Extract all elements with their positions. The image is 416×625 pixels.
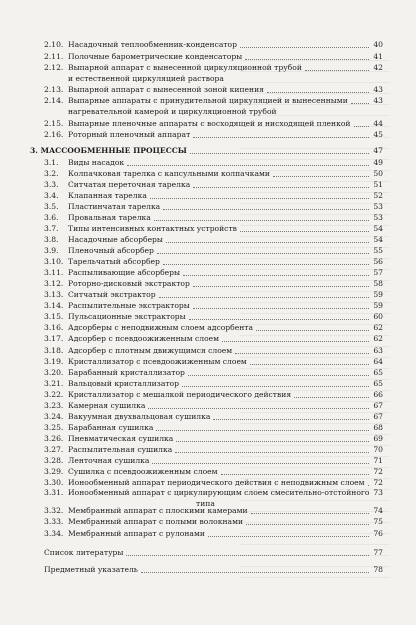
toc-entry-number: 3.34. — [44, 529, 64, 538]
leader-dots — [256, 330, 369, 331]
leader-dots — [156, 430, 369, 431]
toc-entry-page: 57 — [373, 268, 383, 277]
toc-entry-page: 73 — [373, 488, 383, 497]
toc-entry — [0, 323, 416, 333]
toc-entry-number: 3.32. — [44, 506, 64, 515]
toc-entry-page: 53 — [373, 213, 383, 222]
leader-dots — [235, 353, 369, 354]
toc-entry-title: Провальная тарелка — [68, 213, 151, 222]
toc-entry — [0, 379, 416, 389]
toc-entry-title: Насадочный теплообменник-конденсатор — [68, 40, 237, 49]
toc-entry-title: Адсорберы с неподвижным слоем адсорбента — [68, 323, 253, 332]
leader-dots — [183, 275, 369, 276]
toc-entry — [0, 146, 416, 156]
toc-entry-number: 3.5. — [44, 202, 59, 211]
toc-entry-number: 3.31. — [44, 488, 64, 497]
toc-entry-number: 3.14. — [44, 301, 64, 310]
toc-entry-title: типа — [196, 499, 215, 508]
toc-entry-number: 3.28. — [44, 456, 64, 465]
toc-entry-number: 3.20. — [44, 368, 64, 377]
toc-entry-title: Виды насадок — [68, 158, 125, 167]
toc-entry-number: 3.15. — [44, 312, 64, 321]
toc-entry-title: Кристаллизатор с псевдоожиженным слоем — [68, 357, 247, 366]
toc-entry-title: Выпарные пленочные аппараты с восходящей и нисходящей пленкой — [68, 119, 351, 128]
toc-entry-title: Ионообменный аппарат с циркулирующим слоем смесительно-отстойного — [68, 488, 370, 497]
toc-entry-title: Распыливающие абсорберы — [68, 268, 181, 277]
leader-dots — [193, 286, 369, 287]
toc-entry-title: Клапанная тарелка — [68, 191, 147, 200]
toc-entry — [0, 445, 416, 455]
toc-entry — [0, 301, 416, 311]
toc-entry-page: 54 — [373, 235, 383, 244]
leader-dots — [193, 137, 369, 138]
toc-entry — [0, 191, 416, 201]
toc-entry-title: Предметный указатель — [44, 565, 138, 574]
toc-entry-page: 75 — [373, 517, 383, 526]
toc-entry — [0, 74, 416, 84]
toc-entry-number: 3.22. — [44, 390, 64, 399]
toc-entry-page: 55 — [373, 246, 383, 255]
toc-entry-title: Ионообменный аппарат периодического действия с неподвижным слоем — [68, 478, 365, 487]
toc-entry-title: Мембранный аппарат с полыми волокнами — [68, 517, 244, 526]
toc-entry-title: Роторно-дисковый экстрактор — [68, 279, 190, 288]
toc-entry-title: Насадочные абсорберы — [68, 235, 163, 244]
toc-entry-title: Камерная сушилка — [68, 401, 146, 410]
toc-entry-title: Мембранный аппарат с рулонами — [68, 529, 205, 538]
toc-entry-number: 3.12. — [44, 279, 64, 288]
toc-entry-title: Ситчатая переточная тарелка — [68, 180, 191, 189]
toc-entry-number: 3.10. — [44, 257, 64, 266]
toc-entry-page: 59 — [373, 290, 383, 299]
toc-entry-number: 3.8. — [44, 235, 59, 244]
leader-dots — [157, 253, 369, 254]
toc-entry-number: 3.16. — [44, 323, 64, 332]
toc-entry-number: 3.33. — [44, 517, 64, 526]
toc-entry-page: 74 — [373, 506, 383, 515]
toc-entry — [0, 401, 416, 411]
toc-entry-page: 71 — [373, 456, 383, 465]
toc-entry-page: 54 — [373, 224, 383, 233]
leader-dots — [221, 474, 369, 475]
leader-dots — [294, 397, 369, 398]
toc-entry — [0, 434, 416, 444]
toc-entry — [0, 357, 416, 367]
toc-entry — [0, 467, 416, 477]
toc-entry-number: 2.12. — [44, 63, 64, 72]
leader-dots — [189, 319, 369, 320]
toc-entry — [0, 257, 416, 267]
toc-entry — [0, 412, 416, 422]
toc-entry-page: 42 — [373, 63, 383, 72]
toc-entry-title: Типы интенсивных контактных устройств — [68, 224, 237, 233]
toc-entry — [0, 40, 416, 50]
toc-entry — [0, 346, 416, 356]
leader-dots — [141, 572, 369, 573]
leader-dots — [154, 220, 369, 221]
toc-entry — [0, 130, 416, 140]
leader-dots — [159, 297, 369, 298]
toc-entry-page: 64 — [373, 357, 383, 366]
toc-entry-page: 60 — [373, 312, 383, 321]
toc-entry-number: 3.29. — [44, 467, 64, 476]
toc-entry — [0, 488, 416, 498]
toc-entry — [0, 213, 416, 223]
leader-dots — [354, 126, 369, 127]
toc-entry-title: нагревательной камерой и циркуляционной трубой — [68, 107, 277, 116]
toc-entry-page: 43 — [373, 85, 383, 94]
toc-entry-number: 3.18. — [44, 346, 64, 355]
leader-dots — [250, 364, 369, 365]
toc-entry-page: 77 — [373, 548, 383, 557]
leader-dots — [190, 153, 369, 154]
toc-entry-page: 43 — [373, 96, 383, 105]
toc-entry-page: 63 — [373, 346, 383, 355]
toc-entry — [0, 506, 416, 516]
toc-entry-number: 2.11. — [44, 52, 64, 61]
toc-entry — [0, 107, 416, 117]
toc-entry-page: 67 — [373, 412, 383, 421]
toc-entry-title: Пульсационные экстракторы — [68, 312, 186, 321]
leader-dots — [193, 187, 369, 188]
leader-dots — [150, 198, 369, 199]
toc-entry — [0, 529, 416, 539]
toc-entry-number: 3.24. — [44, 412, 64, 421]
leader-dots — [126, 555, 369, 556]
toc-entry-page: 52 — [373, 191, 383, 200]
toc-entry-page: 41 — [373, 52, 383, 61]
toc-entry-page: 51 — [373, 180, 383, 189]
leader-dots — [251, 513, 369, 514]
toc-entry-page: 72 — [373, 467, 383, 476]
toc-entry-page: 45 — [373, 130, 383, 139]
toc-entry-page: 72 — [373, 478, 383, 487]
toc-entry-title: Ситчатый экстрактор — [68, 290, 156, 299]
toc-entry-number: 2.14. — [44, 96, 64, 105]
toc-entry-number: 3.9. — [44, 246, 59, 255]
toc-entry-page: 56 — [373, 257, 383, 266]
toc-entry-page: 76 — [373, 529, 383, 538]
toc-entry-number: 2.16. — [44, 130, 64, 139]
toc-entry-number: 3.6. — [44, 213, 59, 222]
leader-dots — [188, 375, 369, 376]
leader-dots — [305, 70, 369, 71]
leader-dots — [152, 463, 369, 464]
toc-entry-title: Пленочный абсорбер — [68, 246, 154, 255]
toc-entry — [0, 235, 416, 245]
toc-entry-title: Вакуумная двухвальцовая сушилка — [68, 412, 211, 421]
toc-entry — [0, 548, 416, 558]
toc-entry-page: 44 — [373, 119, 383, 128]
toc-entry — [0, 202, 416, 212]
leader-dots — [273, 176, 369, 177]
leader-dots — [368, 485, 369, 486]
toc-entry-number: 3.11. — [44, 268, 64, 277]
toc-entry-title: Ленточная сушилка — [68, 456, 150, 465]
toc-entry — [0, 290, 416, 300]
toc-entry — [0, 268, 416, 278]
toc-entry-page: 58 — [373, 279, 383, 288]
toc-entry-page: 59 — [373, 301, 383, 310]
toc-entry-title: Пластинчатая тарелка — [68, 202, 161, 211]
toc-entry — [0, 119, 416, 129]
toc-entry-title: Роторный пленочный аппарат — [68, 130, 191, 139]
leader-dots — [267, 92, 369, 93]
toc-entry-page: 50 — [373, 169, 383, 178]
toc-entry-title: Сушилка с псевдоожиженным слоем — [68, 467, 218, 476]
section-title: 3. МАССООБМЕННЫЕ ПРОЦЕССЫ — [30, 146, 187, 155]
leader-dots — [246, 524, 369, 525]
leader-dots — [240, 231, 369, 232]
toc-entry — [0, 158, 416, 168]
toc-entry — [0, 423, 416, 433]
toc-entry-number: 3.4. — [44, 191, 59, 200]
leader-dots — [148, 408, 369, 409]
toc-entry-page: 66 — [373, 390, 383, 399]
toc-entry-number: 3.1. — [44, 158, 59, 167]
toc-entry-number: 3.27. — [44, 445, 64, 454]
toc-entry — [0, 312, 416, 322]
toc-entry-page: 47 — [373, 146, 383, 155]
leader-dots — [193, 308, 369, 309]
toc-entry-title: Список литературы — [44, 548, 124, 557]
toc-entry-title: Распылительная сушилка — [68, 445, 173, 454]
toc-entry — [0, 63, 416, 73]
leader-dots — [127, 165, 369, 166]
leader-dots — [182, 386, 369, 387]
toc-entry — [0, 279, 416, 289]
toc-entry-page: 65 — [373, 368, 383, 377]
toc-entry — [0, 180, 416, 190]
toc-entry-page: 78 — [373, 565, 383, 574]
leader-dots — [163, 264, 369, 265]
toc-entry-number: 2.13. — [44, 85, 64, 94]
toc-entry — [0, 85, 416, 95]
toc-entry-title: Адсорбер с псевдоожиженным слоем — [68, 334, 220, 343]
toc-entry-page: 62 — [373, 323, 383, 332]
toc-entry-page: 62 — [373, 334, 383, 343]
toc-entry-page: 65 — [373, 379, 383, 388]
toc-entry — [0, 517, 416, 527]
toc-entry — [0, 390, 416, 400]
toc-entry-title: Мембранный аппарат с плоскими камерами — [68, 506, 248, 515]
leader-dots — [176, 441, 369, 442]
toc-entry-page: 53 — [373, 202, 383, 211]
toc-entry — [0, 246, 416, 256]
toc-entry-page: 69 — [373, 434, 383, 443]
toc-entry — [0, 52, 416, 62]
toc-entry-page: 70 — [373, 445, 383, 454]
toc-entry-number: 3.17. — [44, 334, 64, 343]
toc-entry — [0, 224, 416, 234]
toc-entry-title: Пневматическая сушилка — [68, 434, 174, 443]
toc-entry-number: 2.15. — [44, 119, 64, 128]
toc-entry-number: 3.13. — [44, 290, 64, 299]
toc-entry-page: 49 — [373, 158, 383, 167]
toc-entry — [0, 478, 416, 488]
toc-entry-number: 3.25. — [44, 423, 64, 432]
toc-entry — [0, 456, 416, 466]
toc-entry-number: 2.10. — [44, 40, 64, 49]
toc-entry-title: Колпачковая тарелка с капсульными колпачками — [68, 169, 270, 178]
toc-entry-title: Полочные барометрические конденсаторы — [68, 52, 243, 61]
toc-entry — [0, 96, 416, 106]
toc-entry — [0, 565, 416, 575]
leader-dots — [163, 209, 369, 210]
toc-entry-page: 40 — [373, 40, 383, 49]
toc-entry-title: Барабанный кристаллизатор — [68, 368, 185, 377]
toc-entry-title: Выпарные аппараты с принудительной циркуляцией и вынесенными — [68, 96, 348, 105]
toc-entry-title: Адсорбер с плотным движущимся слоем — [68, 346, 233, 355]
toc-entry-title: Кристаллизатор с мешалкой периодического действия — [68, 390, 292, 399]
toc-entry-page: 67 — [373, 401, 383, 410]
leader-dots — [166, 242, 369, 243]
toc-entry-page: 68 — [373, 423, 383, 432]
toc-entry — [0, 368, 416, 378]
leader-dots — [213, 419, 369, 420]
toc-entry-number: 3.23. — [44, 401, 64, 410]
toc-entry — [0, 169, 416, 179]
leader-dots — [240, 47, 369, 48]
toc-entry-number: 3.3. — [44, 180, 59, 189]
toc-entry — [0, 334, 416, 344]
leader-dots — [222, 341, 369, 342]
leader-dots — [175, 452, 369, 453]
toc-entry-title: Тарельчатый абсорбер — [68, 257, 160, 266]
leader-dots — [351, 103, 369, 104]
toc-entry-number: 3.26. — [44, 434, 64, 443]
toc-entry-number: 3.21. — [44, 379, 64, 388]
toc-entry-title: Распылительные экстракторы — [68, 301, 190, 310]
leader-dots — [208, 536, 369, 537]
toc-entry-title: Выпарной аппарат с вынесенной циркуляционной трубой — [68, 63, 302, 72]
toc-entry-number: 3.7. — [44, 224, 59, 233]
toc-entry-number: 3.2. — [44, 169, 59, 178]
toc-entry-number: 3.19. — [44, 357, 64, 366]
toc-entry-title: Барабанная сушилка — [68, 423, 154, 432]
toc-entry-number: 3.30. — [44, 478, 64, 487]
leader-dots — [245, 59, 369, 60]
toc-entry-title: Выпарной аппарат с вынесенной зоной кипения — [68, 85, 264, 94]
toc-entry-title: и естественной циркуляцией раствора — [68, 74, 224, 83]
toc-entry-title: Вальцовый кристаллизатор — [68, 379, 179, 388]
